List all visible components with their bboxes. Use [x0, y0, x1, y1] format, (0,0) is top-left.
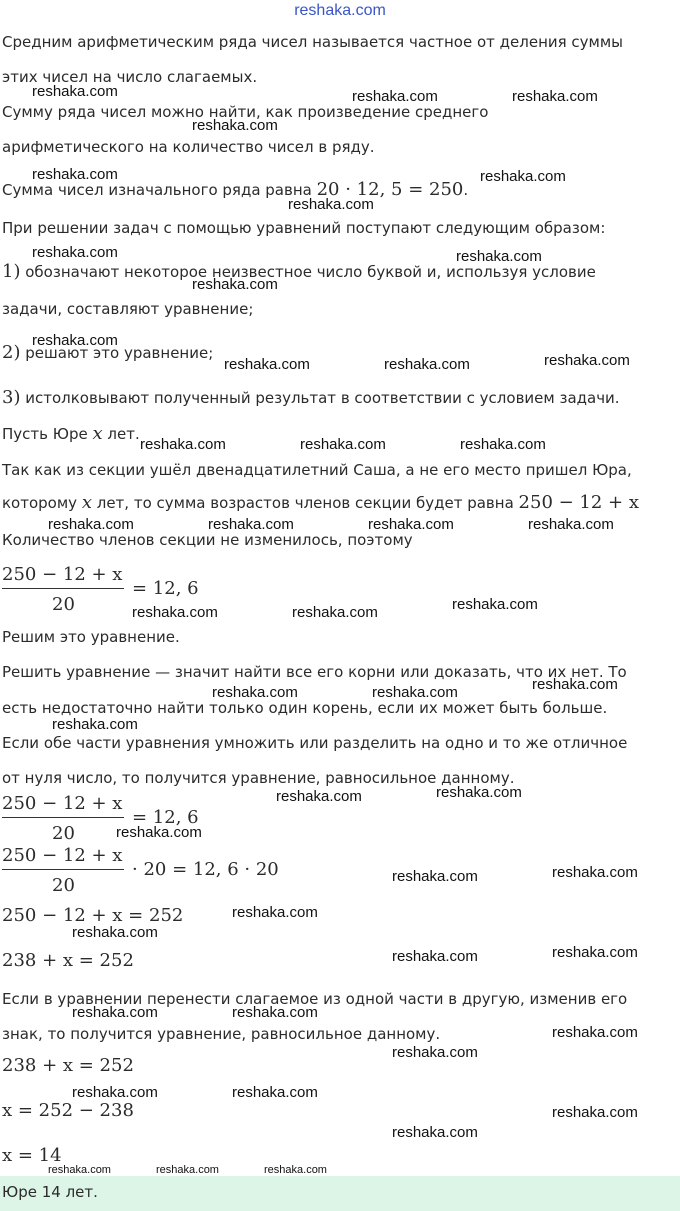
text-part: истолковывают полученный результат в соответствии с условием задачи.	[20, 389, 620, 407]
fraction-numerator: 250 − 12 + x	[2, 845, 123, 866]
text-part: .	[463, 181, 469, 199]
text-part: лет, то сумма возрастов членов секции будет равна	[91, 494, 519, 512]
watermark: reshaka.com	[208, 516, 294, 533]
text-line: этих чисел на число слагаемых.	[2, 68, 258, 86]
text-line: знак, то получится уравнение, равносильное данному.	[2, 1025, 441, 1043]
text-part: лет.	[102, 425, 140, 443]
text-line: Сумму ряда чисел можно найти, как произведение среднего	[2, 103, 489, 121]
watermark: reshaka.com	[72, 1004, 158, 1021]
answer-box	[0, 1176, 680, 1211]
math-variable: x	[81, 492, 92, 513]
watermark: reshaka.com	[156, 1164, 219, 1176]
watermark: reshaka.com	[544, 352, 630, 369]
fraction-bar	[2, 817, 124, 818]
watermark: reshaka.com	[116, 824, 202, 841]
fraction-numerator: 250 − 12 + x	[2, 793, 123, 814]
watermark: reshaka.com	[392, 868, 478, 885]
text-line: арифметического на количество чисел в ряду.	[2, 138, 375, 156]
watermark: reshaka.com	[52, 716, 138, 733]
watermark: reshaka.com	[276, 788, 362, 805]
watermark: reshaka.com	[352, 88, 438, 105]
text-line: Решить уравнение — значит найти все его корни или доказать, что их нет. То	[2, 663, 627, 681]
equation-line: 238 + x = 252	[2, 950, 134, 971]
text-line: Количество членов секции не изменилось, поэтому	[2, 531, 413, 549]
watermark: reshaka.com	[224, 356, 310, 373]
fraction-denominator: 20	[52, 594, 75, 615]
watermark: reshaka.com	[140, 436, 226, 453]
watermark: reshaka.com	[372, 684, 458, 701]
watermark: reshaka.com	[72, 924, 158, 941]
watermark: reshaka.com	[132, 604, 218, 621]
watermark: reshaka.com	[392, 948, 478, 965]
watermark: reshaka.com	[528, 516, 614, 533]
text-line: задачи, составляют уравнение;	[2, 300, 254, 318]
text-part: решают это уравнение;	[20, 344, 214, 362]
watermark: reshaka.com	[452, 596, 538, 613]
watermark: reshaka.com	[32, 166, 118, 183]
text-line	[2, 180, 468, 200]
answer-text: Юре 14 лет.	[2, 1183, 98, 1201]
equation-rhs: · 20 = 12, 6 · 20	[132, 859, 279, 880]
watermark: reshaka.com	[368, 516, 454, 533]
watermark: reshaka.com	[480, 168, 566, 185]
text-part: которому	[2, 494, 82, 512]
text-line: есть недостаточно найти только один корень, если их может быть больше.	[2, 699, 608, 717]
fraction-denominator: 20	[52, 823, 75, 844]
fraction-bar	[2, 869, 124, 870]
text-line: Решим это уравнение.	[2, 628, 180, 646]
watermark: reshaka.com	[32, 332, 118, 349]
list-number: 1)	[2, 261, 21, 282]
watermark: reshaka.com	[392, 1124, 478, 1141]
watermark: reshaka.com	[300, 436, 386, 453]
watermark: reshaka.com	[552, 1024, 638, 1041]
list-number: 2)	[2, 342, 21, 363]
watermark: reshaka.com	[460, 436, 546, 453]
watermark: reshaka.com	[532, 676, 618, 693]
equation-rhs: = 12, 6	[132, 578, 199, 599]
watermark: reshaka.com	[232, 1004, 318, 1021]
watermark: reshaka.com	[436, 784, 522, 801]
text-line	[2, 493, 639, 513]
math-expression: 250 − 12 + x	[518, 492, 640, 513]
equation-line: 250 − 12 + x = 252	[2, 905, 184, 926]
watermark: reshaka.com	[232, 1084, 318, 1101]
watermark: reshaka.com	[72, 1084, 158, 1101]
site-header-link[interactable]: reshaka.com	[294, 2, 386, 19]
watermark: reshaka.com	[192, 117, 278, 134]
watermark: reshaka.com	[32, 244, 118, 261]
fraction-numerator: 250 − 12 + x	[2, 564, 123, 585]
watermark: reshaka.com	[456, 248, 542, 265]
math-variable: x	[92, 423, 103, 444]
watermark: reshaka.com	[392, 1044, 478, 1061]
text-line: Средним арифметическим ряда чисел называется частное от деления суммы	[2, 33, 624, 51]
watermark: reshaka.com	[264, 1164, 327, 1176]
watermark: reshaka.com	[48, 1164, 111, 1176]
watermark: reshaka.com	[288, 196, 374, 213]
watermark: reshaka.com	[48, 516, 134, 533]
text-line: Так как из секции ушёл двенадцатилетний Саша, а не его место пришел Юра,	[2, 461, 632, 479]
text-line	[2, 424, 140, 444]
equation-line: x = 252 − 238	[2, 1100, 134, 1121]
text-part: Пусть Юре	[2, 425, 93, 443]
math-expression: 20 · 12, 5 = 250	[316, 179, 464, 200]
watermark: reshaka.com	[292, 604, 378, 621]
watermark: reshaka.com	[552, 864, 638, 881]
text-line	[2, 388, 620, 408]
fraction-bar	[2, 588, 124, 589]
watermark: reshaka.com	[32, 83, 118, 100]
watermark: reshaka.com	[512, 88, 598, 105]
equation-line: x = 14	[2, 1145, 62, 1166]
equation-line: 238 + x = 252	[2, 1055, 134, 1076]
watermark: reshaka.com	[192, 276, 278, 293]
text-line	[2, 262, 596, 282]
text-line: При решении задач с помощью уравнений поступают следующим образом:	[2, 219, 606, 237]
fraction-denominator: 20	[52, 875, 75, 896]
text-line: Если обе части уравнения умножить или разделить на одно и то же отличное	[2, 734, 628, 752]
equation-rhs: = 12, 6	[132, 807, 199, 828]
watermark: reshaka.com	[384, 356, 470, 373]
text-line: от нуля число, то получится уравнение, равносильное данному.	[2, 769, 515, 787]
list-number: 3)	[2, 387, 21, 408]
watermark: reshaka.com	[552, 1104, 638, 1121]
watermark: reshaka.com	[212, 684, 298, 701]
text-part: обозначают некоторое неизвестное число буквой и, используя условие	[20, 263, 596, 281]
watermark: reshaka.com	[232, 904, 318, 921]
watermark: reshaka.com	[552, 944, 638, 961]
text-line: Если в уравнении перенести слагаемое из одной части в другую, изменив его	[2, 990, 628, 1008]
text-part: Сумма чисел изначального ряда равна	[2, 181, 317, 199]
